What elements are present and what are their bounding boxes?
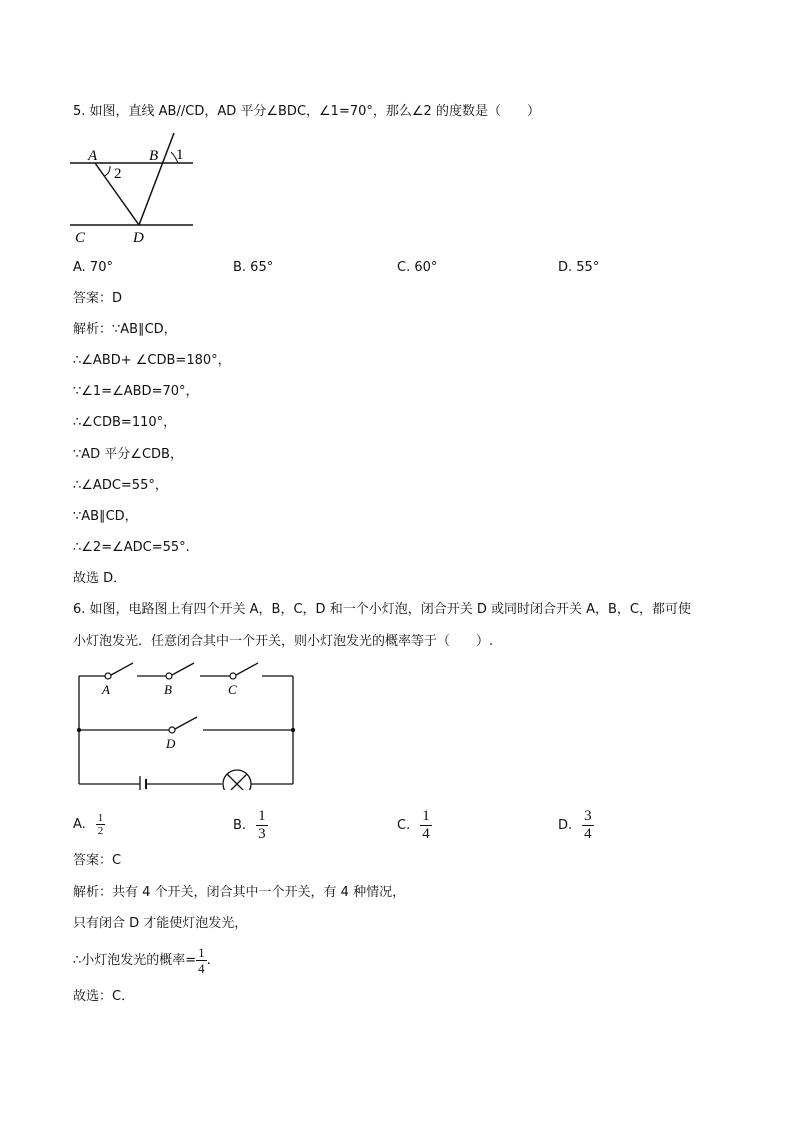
q5-solution-line: ∴∠2=∠ADC=55°. (73, 540, 190, 555)
q5-option-a: A. 70° (73, 260, 113, 275)
q5-solution-line: ∵AD 平分∠CDB， (73, 447, 183, 462)
fraction (196, 945, 207, 976)
q6-stem-line2: 小灯泡发光．任意闭合其中一个开关，则小灯泡发光的概率等于（ ）. (73, 634, 494, 649)
fraction-denominator: 4 (422, 826, 430, 842)
fraction (420, 808, 432, 843)
q5-solution-line: ∵∠1=∠ABD=70°， (73, 384, 199, 399)
q6-label-C: C (228, 682, 237, 697)
q5-answer: 答案：D (73, 291, 123, 306)
q6-solution-line: 只有闭合 D 才能使灯泡发光， (73, 916, 248, 931)
fraction-numerator: 1 (422, 808, 430, 824)
q6-label-D: D (166, 736, 176, 751)
fraction (96, 812, 106, 837)
q5-option-d: D. 55° (558, 260, 600, 275)
fraction (582, 808, 594, 843)
q6-label-A: A (102, 682, 110, 697)
q6-solution-probability (73, 944, 211, 978)
q5-label-A: A (88, 148, 98, 164)
q6-option-b (233, 808, 268, 843)
q5-solution-line: 解析：∵AB∥CD， (73, 322, 177, 337)
q5-label-2: 2 (114, 166, 122, 182)
fraction-denominator: 4 (584, 826, 592, 842)
q6-option-letter: C. (397, 818, 411, 833)
q5-figure-parallel-lines (68, 130, 198, 245)
q6-option-letter: D. (558, 818, 573, 833)
q6-option-a (73, 812, 105, 837)
fraction-denominator: 4 (198, 961, 205, 976)
q5-conclusion: 故选 D． (73, 571, 127, 586)
q6-solution-line: 解析：共有 4 个开关，闭合其中一个开关，有 4 种情况， (73, 885, 406, 900)
fraction-numerator: 1 (258, 808, 266, 824)
fraction-denominator: 2 (97, 825, 104, 837)
q6-probability-period: . (206, 953, 211, 968)
q5-label-D: D (133, 230, 144, 245)
q5-solution-line: ∴∠ABD+ ∠CDB=180°， (73, 353, 231, 368)
q5-stem: 5. 如图，直线 AB//CD，AD 平分∠BDC，∠1=70°，那么∠2 的度数是（ ） (73, 104, 540, 119)
q6-answer: 答案：C (73, 853, 122, 868)
q5-option-b: B. 65° (233, 260, 274, 275)
q5-label-1: 1 (176, 147, 184, 163)
q6-option-letter: B. (233, 818, 247, 833)
q6-stem-line1: 6. 如图，电路图上有四个开关 A，B，C，D 和一个小灯泡，闭合开关 D 或同时闭合开关 A，B，C，都可使 (73, 602, 691, 617)
q5-solution-line: ∴∠ADC=55°， (73, 478, 168, 493)
fraction-numerator: 1 (97, 812, 104, 824)
q5-solution-line: ∴∠CDB=110°， (73, 415, 177, 430)
fraction-denominator: 3 (258, 826, 266, 842)
q6-option-c (397, 808, 432, 843)
q6-label-B: B (164, 682, 172, 697)
fraction-numerator: 3 (584, 808, 592, 824)
fraction (256, 808, 268, 843)
q5-solution-line: ∵AB∥CD， (73, 509, 138, 524)
q5-label-C: C (75, 230, 86, 245)
fraction-numerator: 1 (198, 945, 205, 960)
q6-option-d (558, 808, 594, 843)
q6-circuit-diagram (70, 658, 302, 790)
q6-probability-text: ∴小灯泡发光的概率= (73, 953, 197, 968)
q5-option-c: C. 60° (397, 260, 438, 275)
q6-conclusion: 故选：C． (73, 989, 135, 1004)
q5-label-B: B (149, 148, 159, 164)
q6-option-letter: A. (73, 817, 86, 832)
